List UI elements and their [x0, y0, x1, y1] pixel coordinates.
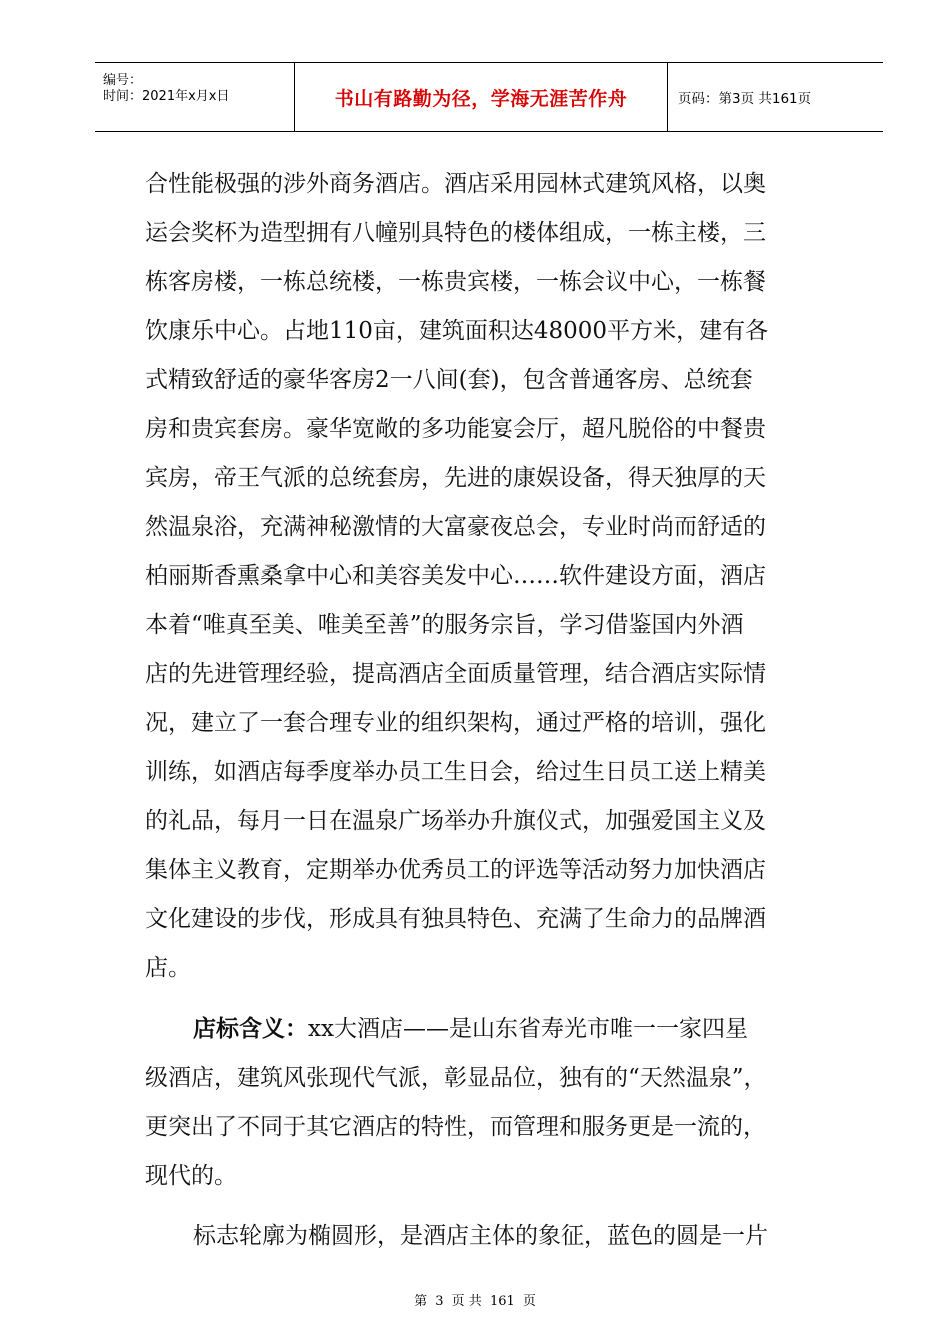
text-line: 的礼品，每月一日在温泉广场举办升旗仪式，加强爱国主义及: [145, 808, 766, 834]
text-line: 本着“唯真至美、唯美至善”的服务宗旨，学习借鉴国内外酒: [145, 612, 744, 638]
footer-page-number: 3: [435, 1294, 444, 1309]
text-line: 房和贵宾套房。豪华宽敞的多功能宴会厅，超凡脱俗的中餐贵: [145, 416, 766, 442]
document-body: [145, 160, 845, 1261]
footer-middle: 页 共: [451, 1294, 482, 1309]
text-line: 现代的。: [145, 1163, 237, 1189]
header-motto: 书山有路勤为径，学海无涯苦作舟: [295, 63, 668, 131]
paragraph-hotel-overview: [145, 160, 845, 993]
paragraph-logo-outline: [145, 1212, 845, 1261]
doc-time-label: 时间：2021年x月x日: [103, 89, 230, 104]
text-line: 宾房，帝王气派的总统套房，先进的康娱设备，得天独厚的天: [145, 465, 766, 491]
footer-suffix: 页: [522, 1294, 536, 1309]
text-line: 饮康乐中心。占地110亩，建筑面积达48000平方米，建有各: [145, 318, 769, 344]
text-line: 运会奖杯为造型拥有八幢别具特色的楼体组成，一栋主楼，三: [145, 220, 766, 246]
text-line: 柏丽斯香熏桑拿中心和美容美发中心……软件建设方面，酒店: [145, 563, 766, 589]
doc-number-label: 编号：: [103, 73, 143, 88]
page-header: [95, 62, 883, 132]
text-line: 式精致舒适的豪华客房2一八间(套)，包含普通客房、总统套: [145, 367, 753, 393]
header-meta-cell: [95, 63, 295, 131]
text-line: 更突出了不同于其它酒店的特性，而管理和服务更是一流的，: [145, 1114, 766, 1140]
header-page-info: 页码：第3页 共161页: [678, 91, 812, 107]
text-line: 况，建立了一套合理专业的组织架构，通过严格的培训，强化: [145, 710, 766, 736]
footer-prefix: 第: [414, 1294, 428, 1309]
lead-text: xx大酒店——是山东省寿光市唯一一家四星: [308, 1016, 748, 1042]
section-label: 店标含义：: [193, 1015, 308, 1042]
paragraph-logo-meaning: [145, 1004, 845, 1201]
text-line: 集体主义教育，定期举办优秀员工的评选等活动努力加快酒店: [145, 857, 766, 883]
text-line: 店。: [145, 955, 191, 981]
text-line: 店的先进管理经验，提高酒店全面质量管理，结合酒店实际情: [145, 661, 766, 687]
text-line: 合性能极强的涉外商务酒店。酒店采用园林式建筑风格，以奥: [145, 171, 766, 197]
text-line: 级酒店，建筑风张现代气派，彰显品位，独有的“天然温泉”，: [145, 1065, 767, 1091]
footer-total-pages: 161: [489, 1294, 515, 1309]
text-line: 训练，如酒店每季度举办员工生日会，给过生日员工送上精美: [145, 759, 766, 785]
page-footer: [0, 1290, 950, 1309]
text-line: 标志轮廓为椭圆形，是酒店主体的象征，蓝色的圆是一片: [193, 1223, 768, 1249]
text-line-lead: [145, 1004, 845, 1054]
text-line: 然温泉浴，充满神秘激情的大富豪夜总会，专业时尚而舒适的: [145, 514, 766, 540]
text-line: 栋客房楼，一栋总统楼，一栋贵宾楼，一栋会议中心，一栋餐: [145, 269, 766, 295]
text-line: 文化建设的步伐，形成具有独具特色、充满了生命力的品牌酒: [145, 906, 766, 932]
